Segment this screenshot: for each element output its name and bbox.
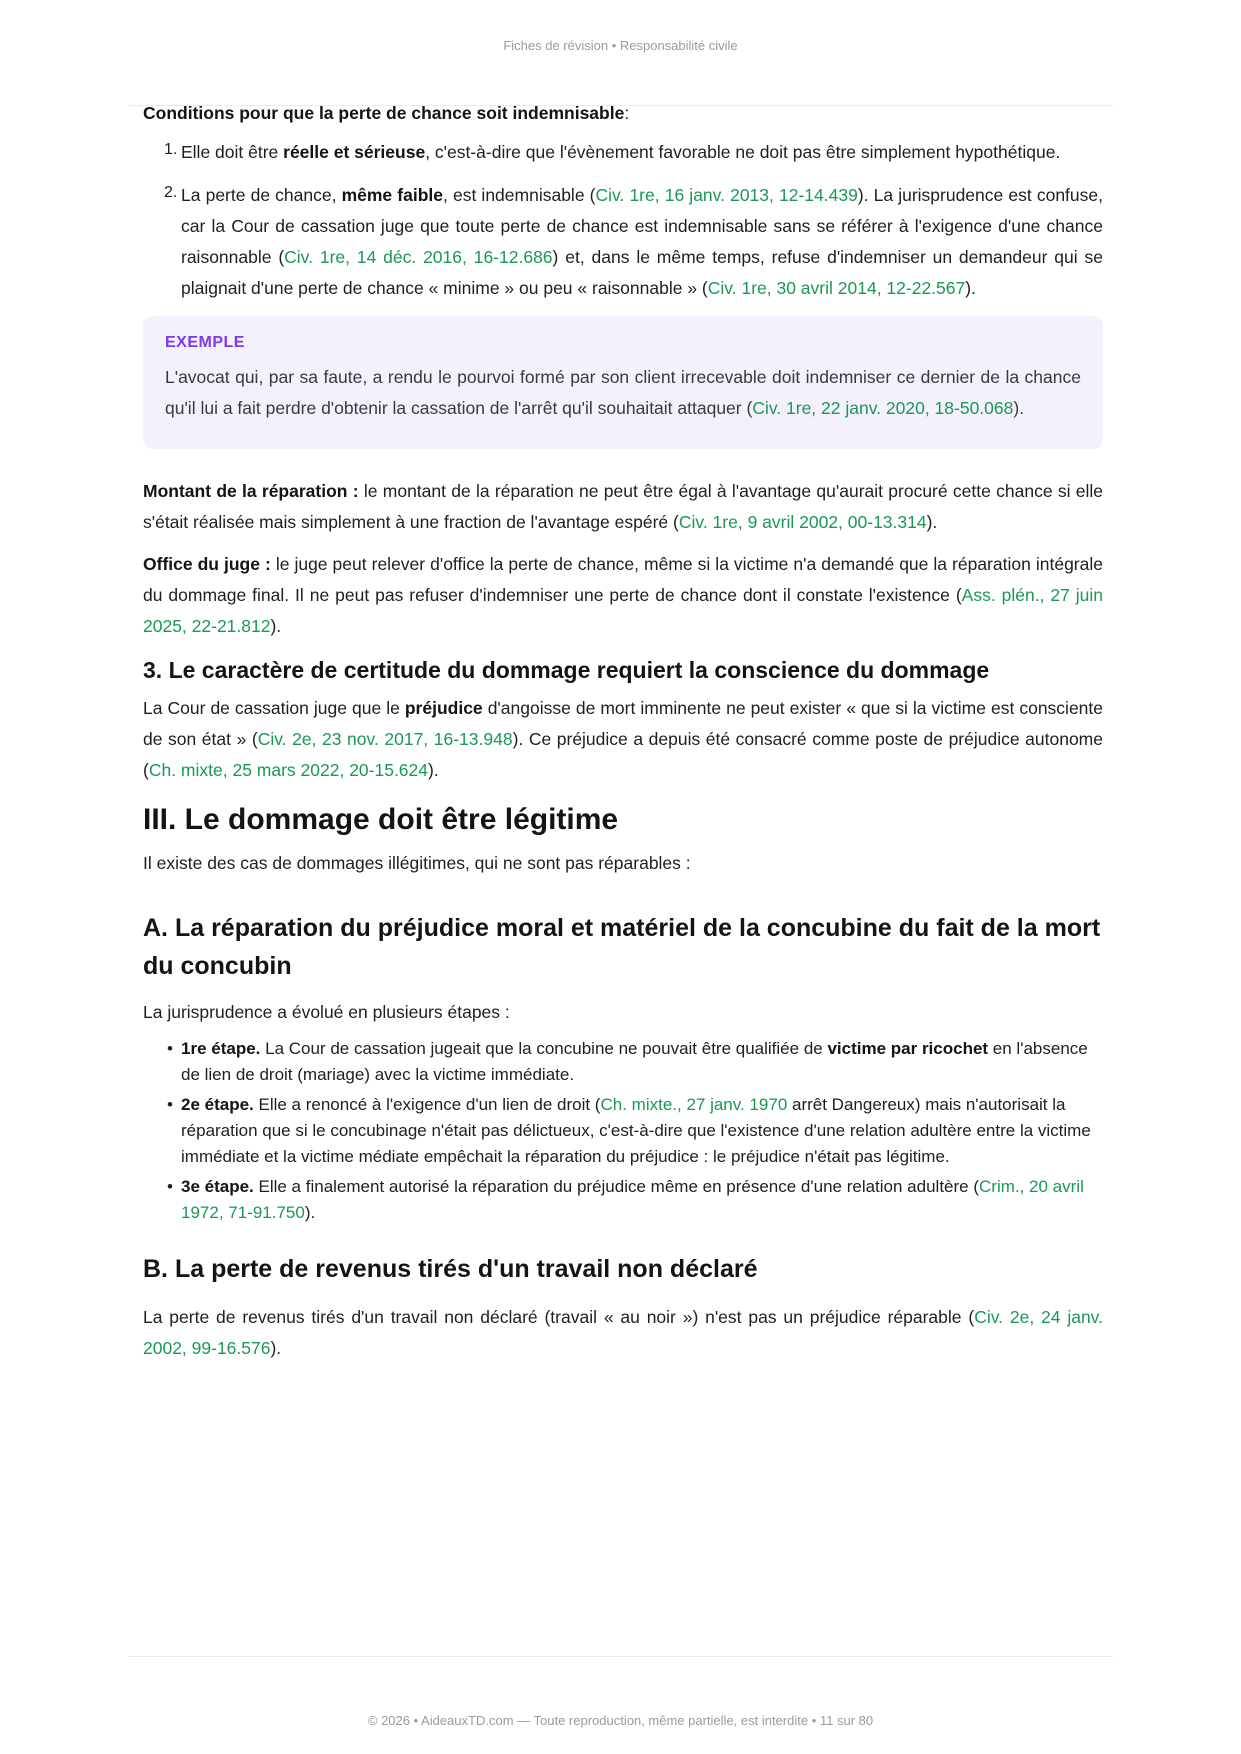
part-iii-intro: Il existe des cas de dommages illégitimes, qui ne sont pas réparables : bbox=[143, 853, 691, 873]
condition-item-1: 1. Elle doit être réelle et sérieuse, c'est-à-dire que l'évènement favorable ne doit pas être simplement hypothétique. bbox=[143, 137, 1103, 168]
citation-link[interactable]: Civ. 1re, 22 janv. 2020, 18-50.068 bbox=[752, 398, 1014, 418]
example-box bbox=[143, 316, 1103, 449]
steps-list bbox=[143, 1036, 1103, 1226]
bullet-icon: • bbox=[167, 1095, 173, 1114]
list-number: 1. bbox=[164, 141, 178, 158]
section-b-heading: B. La perte de revenus tirés d'un travail non déclaré bbox=[143, 1255, 758, 1283]
conditions-intro-bold: Conditions pour que la perte de chance soit indemnisable bbox=[143, 103, 625, 123]
conditions-intro: Conditions pour que la perte de chance soit indemnisable: bbox=[143, 103, 630, 123]
citation-link[interactable]: Crim., 20 avril 1972, 71-91.750 bbox=[181, 1177, 1084, 1222]
example-title: EXEMPLE bbox=[165, 334, 245, 351]
citation-link[interactable]: Civ. 1re, 30 avril 2014, 12-22.567 bbox=[707, 278, 966, 298]
step-item-2: • 2e étape. Elle a renoncé à l'exigence d'un lien de droit (Ch. mixte., 27 janv. 1970 arrêt Dangereux) mais n'autorisait la réparation que si le concubinage n'était pas délictueux, c'est-à-dire que l'existence d'une relation adultère entre la victime immédiate et la victime médiate empêchait la réparation du préjudice : le préjudice n'était pas légitime. bbox=[143, 1092, 1103, 1170]
section-b-paragraph: La perte de revenus tirés d'un travail non déclaré (travail « au noir ») n'est pas un préjudice réparable (Civ. 2e, 24 janv. 2002, 99-16.576). bbox=[143, 1307, 1103, 1358]
citation-link[interactable]: Ch. mixte., 27 janv. 1970 bbox=[600, 1095, 788, 1114]
condition-item-2: 2. La perte de chance, même faible, est indemnisable (Civ. 1re, 16 janv. 2013, 12-14.439). La jurisprudence est confuse, car la Cour de cassation juge que toute perte de chance est indemnisable sans se référer à l'exigence d'une chance raisonnable (Civ. 1re, 14 déc. 2016, 16-12.686) et, dans le même temps, refuse d'indemniser un demandeur qui se plaignait d'une perte de chance « minime » ou peu « raisonnable » (Civ. 1re, 30 avril 2014, 12-22.567). bbox=[143, 180, 1103, 304]
citation-link[interactable]: Civ. 1re, 9 avril 2002, 00-13.314 bbox=[678, 512, 927, 532]
citation-link[interactable]: Civ. 2e, 24 janv. 2002, 99-16.576 bbox=[143, 1307, 1103, 1358]
part-iii-heading: III. Le dommage doit être légitime bbox=[143, 803, 619, 836]
page-header: Fiches de révision • Responsabilité civile bbox=[503, 38, 738, 53]
citation-link[interactable]: Ass. plén., 27 juin 2025, 22-21.812 bbox=[143, 585, 1103, 636]
section-3-heading: 3. Le caractère de certitude du dommage requiert la conscience du dommage bbox=[143, 657, 990, 683]
bullet-icon: • bbox=[167, 1039, 173, 1058]
footer-divider bbox=[128, 1656, 1113, 1657]
section-a-intro: La jurisprudence a évolué en plusieurs étapes : bbox=[143, 1002, 510, 1022]
conditions-list bbox=[143, 137, 1103, 304]
office-paragraph: Office du juge : le juge peut relever d'office la perte de chance, même si la victime n'a demandé que la réparation intégrale du dommage final. Il ne peut pas refuser d'indemniser une perte de chance dont il constate l'existence (Ass. plén., 27 juin 2025, 22-21.812). bbox=[143, 554, 1103, 636]
citation-link[interactable]: Civ. 2e, 23 nov. 2017, 16-13.948 bbox=[257, 729, 513, 749]
step-item-1: • 1re étape. La Cour de cassation jugeait que la concubine ne pouvait être qualifiée de victime par ricochet en l'absence de lien de droit (mariage) avec la victime immédiate. bbox=[143, 1036, 1103, 1088]
page-content bbox=[143, 103, 1103, 1364]
section-3-paragraph: La Cour de cassation juge que le préjudice d'angoisse de mort imminente ne peut exister « que si la victime est consciente de son état » (Civ. 2e, 23 nov. 2017, 16-13.948). Ce préjudice a depuis été consacré comme poste de préjudice autonome (Ch. mixte, 25 mars 2022, 20-15.624). bbox=[143, 698, 1103, 780]
list-number: 2. bbox=[164, 184, 178, 201]
citation-link[interactable]: Ch. mixte, 25 mars 2022, 20-15.624 bbox=[148, 760, 429, 780]
step-item-3: • 3e étape. Elle a finalement autorisé la réparation du préjudice même en présence d'une relation adultère (Crim., 20 avril 1972, 71-91.750). bbox=[143, 1174, 1103, 1226]
montant-paragraph: Montant de la réparation : le montant de la réparation ne peut être égal à l'avantage qu'aurait procuré cette chance si elle s'était réalisée mais simplement à une fraction de l'avantage espéré (Civ. 1re, 9 avril 2002, 00-13.314). bbox=[143, 481, 1103, 532]
citation-link[interactable]: Civ. 1re, 14 déc. 2016, 16-12.686 bbox=[284, 247, 553, 267]
bullet-icon: • bbox=[167, 1177, 173, 1196]
page-footer: © 2026 • AideauxTD.com — Toute reproduction, même partielle, est interdite • 11 sur 80 bbox=[367, 1713, 874, 1728]
section-a-heading: A. La réparation du préjudice moral et matériel de la concubine du fait de la mort du concubin bbox=[143, 914, 1101, 980]
example-text: L'avocat qui, par sa faute, a rendu le pourvoi formé par son client irrecevable doit indemniser ce dernier de la chance qu'il lui a fait perdre d'obtenir la cassation de l'arrêt qu'il souhaitait attaquer (Civ. 1re, 22 janv. 2020, 18-50.068). bbox=[165, 367, 1081, 418]
citation-link[interactable]: Civ. 1re, 16 janv. 2013, 12-14.439 bbox=[595, 185, 858, 205]
